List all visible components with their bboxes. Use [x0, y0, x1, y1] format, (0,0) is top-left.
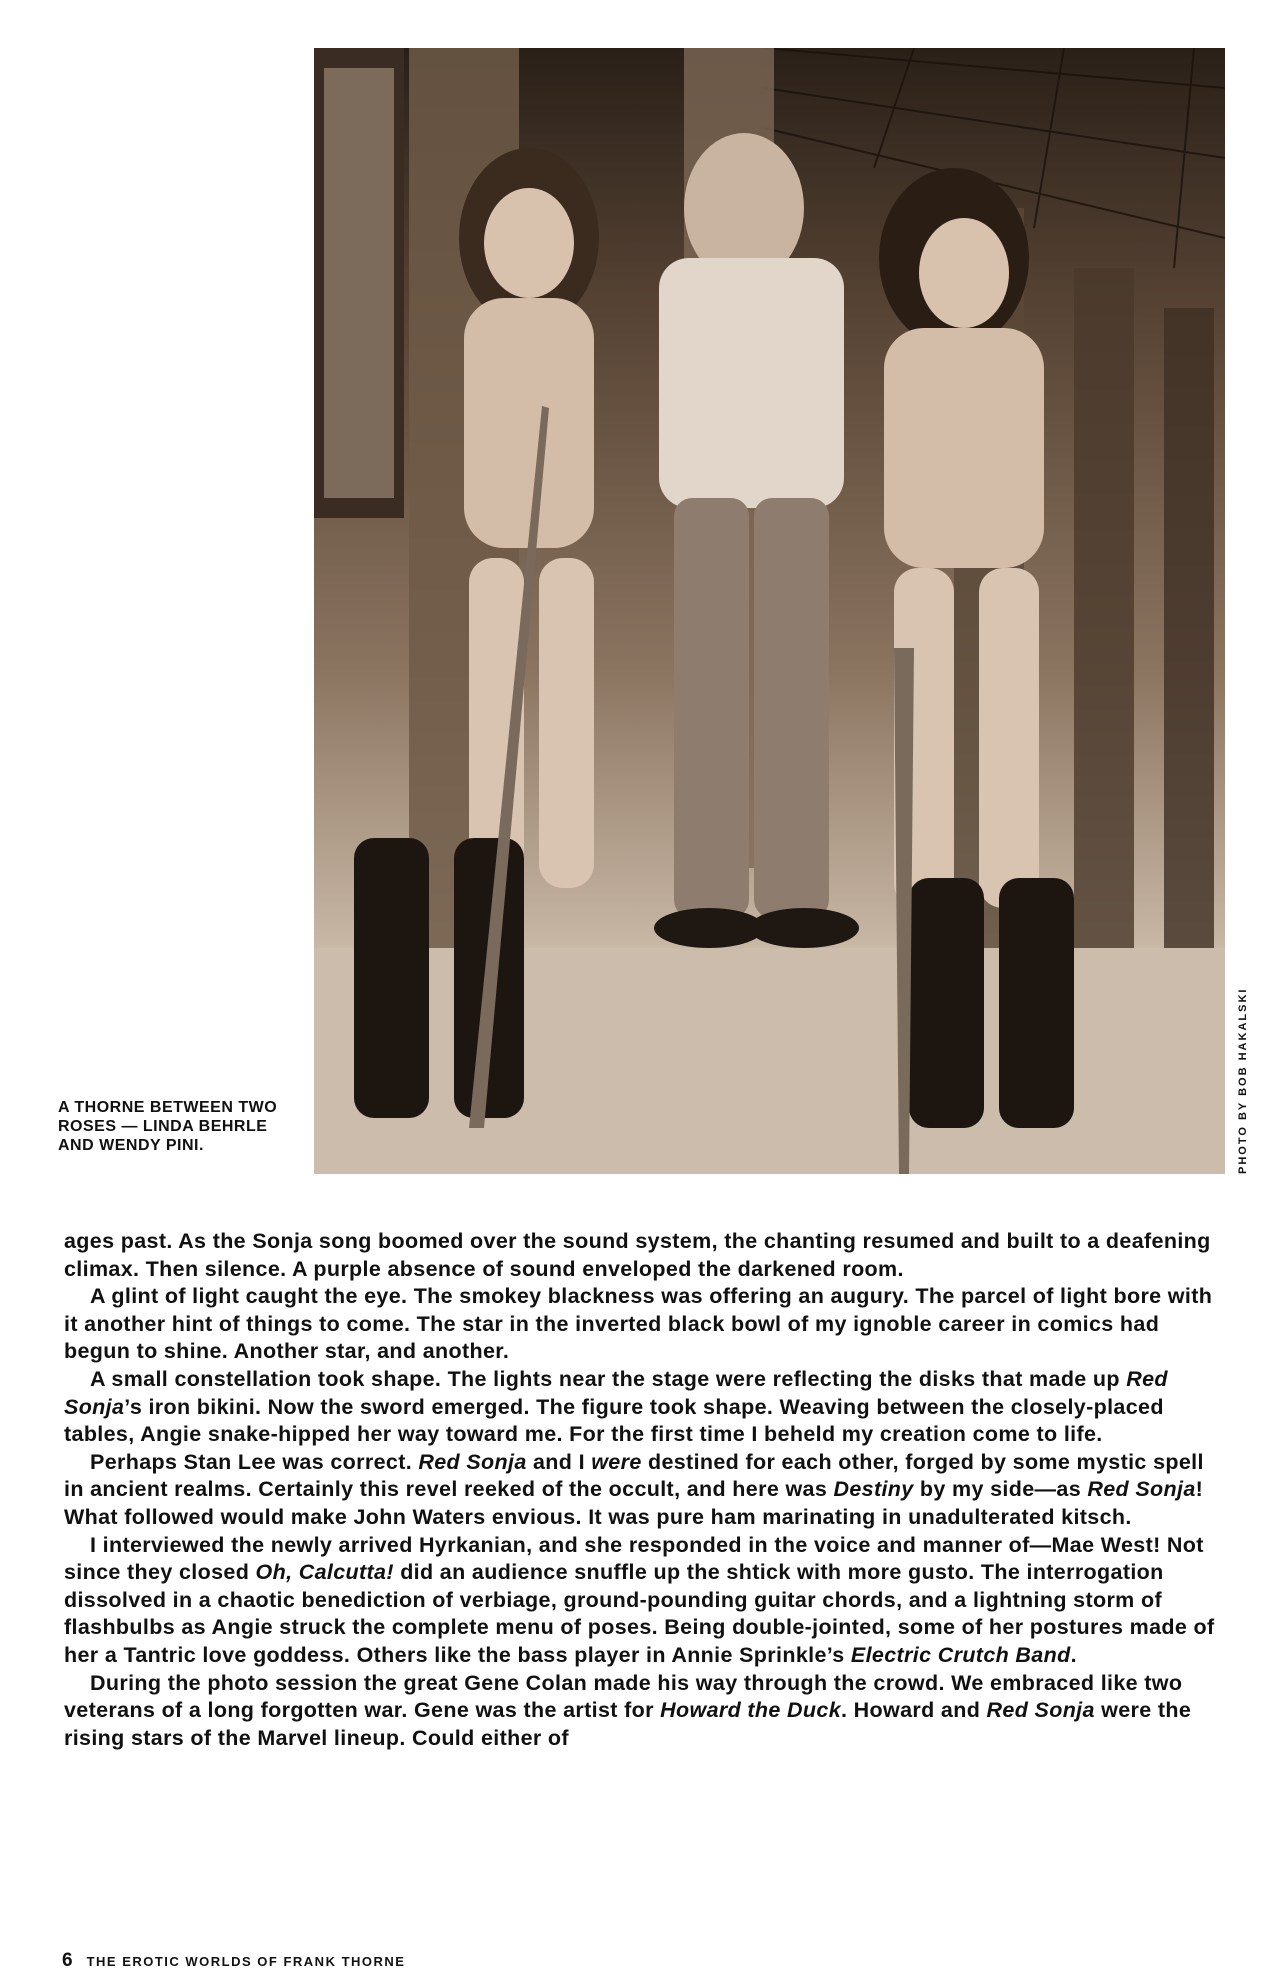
text-run: . Howard and — [841, 1698, 987, 1723]
text-run: A small constellation took shape. The lights near the stage were reflecting the disks that made up — [90, 1366, 1127, 1391]
text-run: destined for each other, forged by some mystic spell in ancient realms. Certainly this revel reeked of the occult, and here was — [64, 1449, 1204, 1502]
italic-title: Oh, Calcutta! — [255, 1560, 394, 1585]
page-footer — [62, 1950, 405, 1972]
paragraph-1: ages past. As the Sonja song boomed over the sound system, the chanting resumed and built to a deafening climax. Then silence. A purple absence of sound enveloped the darkened room. — [64, 1229, 1211, 1281]
italic-title: Red Sonja — [418, 1449, 527, 1474]
article-body — [64, 1228, 1224, 1752]
photo-credit: PHOTO BY BOB HAKALSKI — [1237, 987, 1249, 1174]
italic-title: Red Sonja — [986, 1698, 1095, 1723]
italic-title: Howard the Duck — [660, 1698, 842, 1723]
italic-title: Red Sonja — [64, 1366, 1168, 1419]
italic-emphasis: Destiny — [833, 1477, 914, 1502]
text-run: by my side—as — [913, 1477, 1088, 1502]
text-run: . — [1070, 1642, 1077, 1667]
paragraph-6 — [64, 1670, 1224, 1753]
photo-caption: A THORNE BETWEEN TWO ROSES — LINDA BEHRLE AND WENDY PINI. — [58, 1099, 278, 1154]
paragraph-4 — [64, 1449, 1224, 1532]
italic-title: Red Sonja — [1087, 1477, 1196, 1502]
paragraph-2: A glint of light caught the eye. The smokey blackness was offering an augury. The parcel of light bore with it another hint of things to come. The star in the inverted black bowl of my ignoble career in comics had begun to shine. Another star, and another. — [64, 1284, 1213, 1364]
text-run: I interviewed the newly arrived Hyrkanian, and she responded in the voice and manner of—Mae West! Not since they closed — [64, 1532, 1204, 1585]
text-run: Perhaps Stan Lee was correct. — [90, 1449, 419, 1474]
text-run: ’s iron bikini. Now the sword emerged. The figure took shape. Weaving between the closely-placed tables, Angie snake-hipped her way toward me. For the first time I beheld my creation come to life. — [64, 1394, 1164, 1447]
paragraph-3 — [64, 1366, 1224, 1449]
page-number: 6 — [62, 1950, 73, 1971]
text-run: and I — [526, 1449, 592, 1474]
text-run: did an audience snuffle up the shtick with more gusto. The interrogation dissolved in a chaotic benediction of verbiage, ground-pounding guitar chords, and a lightning storm of flashbulbs as Angie struck the complete menu of poses. Being double-jointed, some of her postures made of her a Tantric love goddess. Others like the bass player in Annie Sprinkle’s — [64, 1560, 1215, 1667]
text-run: During the photo session the great Gene Colan made his way through the crowd. We embraced like two veterans of a long forgotten war. Gene was the artist for — [64, 1670, 1183, 1723]
running-head: THE EROTIC WORLDS OF FRANK THORNE — [86, 1954, 406, 1969]
text-run: ! What followed would make John Waters envious. It was pure ham marinating in unadulterated kitsch. — [64, 1477, 1204, 1529]
photo-three-costumed-figures — [314, 48, 1225, 1174]
paragraph-5 — [64, 1532, 1224, 1670]
text-run: were the rising stars of the Marvel lineup. Could either of — [64, 1698, 1192, 1750]
photo-illustration — [314, 48, 1225, 1174]
italic-emphasis: were — [591, 1449, 642, 1474]
italic-title: Electric Crutch Band — [850, 1642, 1071, 1667]
